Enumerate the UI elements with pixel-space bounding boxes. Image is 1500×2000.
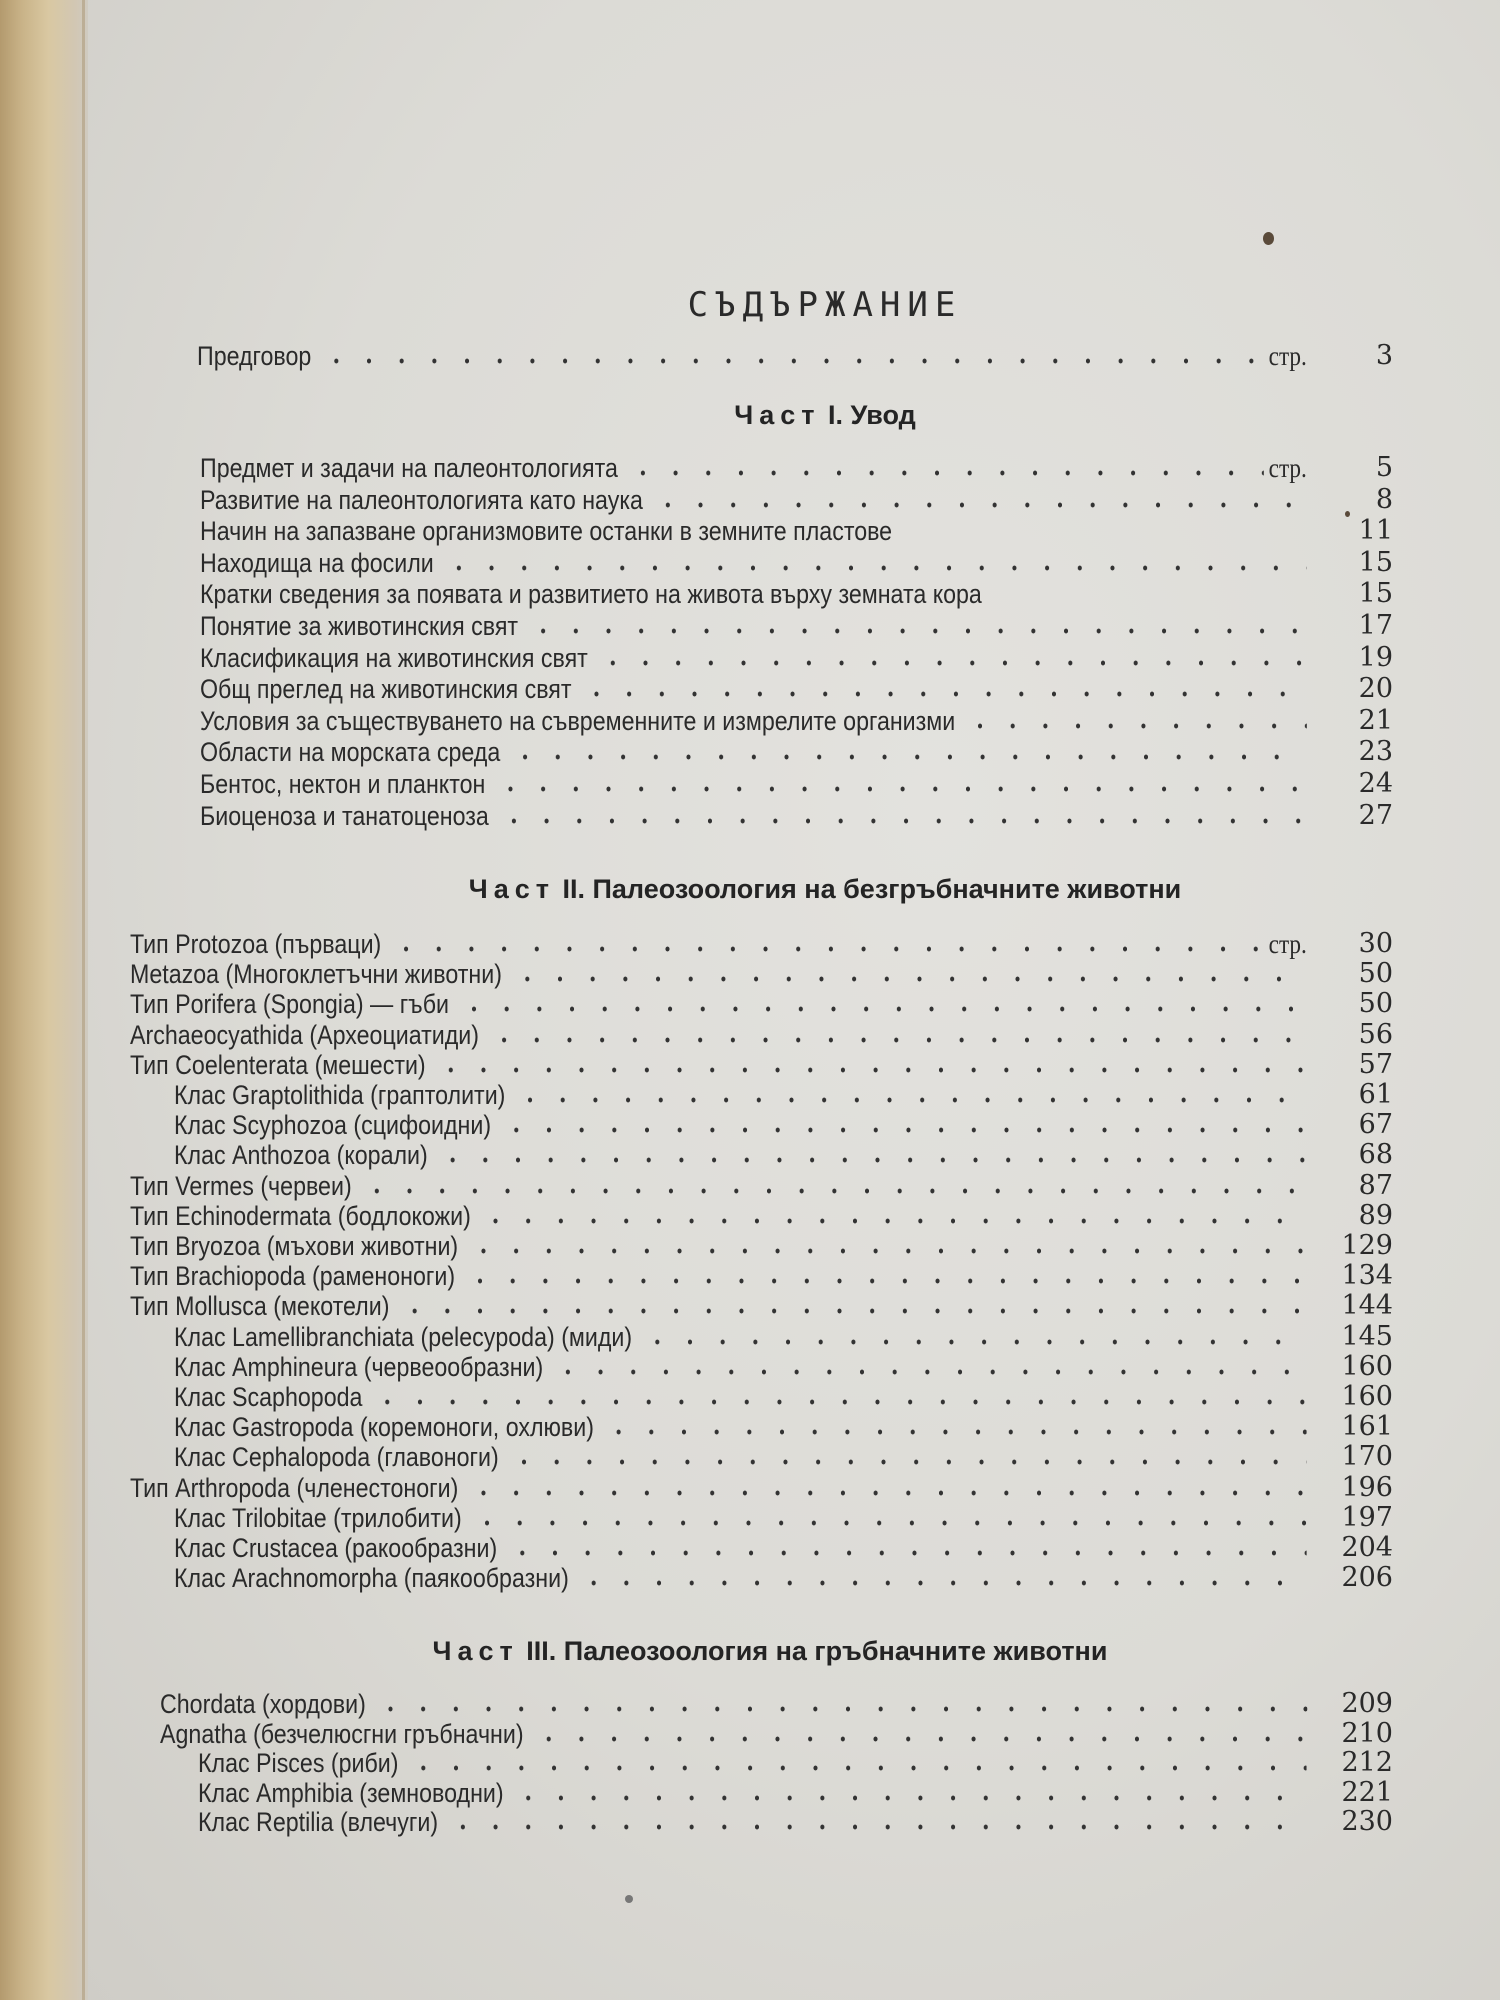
toc-entry[interactable] (174, 1109, 1312, 1141)
dot-leader (320, 357, 1264, 365)
dot-leader (500, 1126, 1307, 1134)
toc-entry-label: Тип Echinodermata (бодлокожи) (130, 1201, 471, 1231)
toc-entry-label: Понятие за животинския свят (200, 611, 519, 641)
toc-page-number: 89 (1358, 1200, 1393, 1231)
dot-leader (511, 975, 1307, 983)
toc-entry[interactable] (174, 1139, 1312, 1171)
toc-page-number: 50 (1358, 958, 1393, 989)
toc-page-number: 15 (1358, 578, 1393, 609)
toc-entry[interactable] (200, 452, 1312, 484)
dot-leader (434, 1066, 1307, 1074)
toc-page-number: 3 (1375, 340, 1393, 371)
toc-entry-label: Клас Scyphozoa (сцифоидни) (174, 1110, 492, 1140)
toc-entry-label: Тип Coelenterata (мешести) (130, 1050, 426, 1080)
toc-entry-label: Клас Anthozoa (корали) (174, 1140, 428, 1170)
part-heading-prefix: Част (432, 1636, 519, 1666)
part-heading-1 (0, 400, 1500, 431)
toc-entry[interactable] (200, 484, 1312, 516)
toc-page-number: 50 (1358, 988, 1393, 1019)
toc-entry-label: Agnatha (безчелюсгни гръбначни) (160, 1719, 524, 1749)
toc-entry-label: Общ преглед на животинския свят (200, 674, 572, 704)
toc-page-number: 210 (1341, 1718, 1393, 1749)
paper-speck (625, 1895, 633, 1903)
toc-entry[interactable] (130, 1170, 1312, 1202)
toc-page-number: 23 (1358, 736, 1393, 767)
toc-entry[interactable] (198, 1806, 1312, 1838)
toc-entry-label: Кратки сведения за появата и развитието на живота върху земната кора (200, 579, 982, 609)
dot-leader (964, 722, 1307, 730)
toc-entry-label: Клас Amphineura (червеообразни) (174, 1352, 544, 1382)
toc-entry[interactable] (174, 1381, 1312, 1413)
toc-page-number: 5 (1375, 452, 1393, 483)
toc-entry-label: Клас Lamellibranchiata (pelecypoda) (миди) (174, 1322, 633, 1352)
dot-leader (436, 1156, 1306, 1164)
toc-page-number: 170 (1341, 1441, 1393, 1472)
toc-entry[interactable] (200, 673, 1312, 705)
dot-leader (442, 564, 1307, 572)
dot-leader (497, 817, 1306, 825)
toc-entry-label: Клас Scaphopoda (174, 1382, 363, 1412)
toc-entry-label: Archaeocyathida (Археоциатиди) (130, 1020, 480, 1050)
dot-leader (507, 1458, 1307, 1466)
toc-entry[interactable] (160, 1718, 1312, 1750)
toc-entry-label: Находища на фосили (200, 548, 434, 578)
dot-leader (360, 1187, 1307, 1195)
toc-entry-label: Тип Arthropoda (членестоноги) (130, 1473, 459, 1503)
dot-leader (506, 1549, 1307, 1557)
dot-leader (652, 501, 1307, 509)
page-abbrev: стр. (1268, 341, 1307, 371)
toc-page-number: 160 (1341, 1381, 1393, 1412)
dot-leader (641, 1338, 1307, 1346)
dot-leader (458, 1005, 1307, 1013)
toc-entry[interactable] (160, 1688, 1312, 1720)
toc-entry-label: Клас Arachnomorpha (паякообразни) (174, 1563, 569, 1593)
toc-entry-label: Chordata (хордови) (160, 1689, 366, 1719)
toc-page-number: 145 (1341, 1321, 1393, 1352)
toc-entry-preface[interactable] (197, 340, 1312, 372)
paper-speck (1263, 232, 1274, 245)
toc-page-number: 21 (1358, 705, 1393, 736)
toc-entry[interactable] (130, 1230, 1312, 1262)
toc-entry-label: Тип Bryozoa (мъхови животни) (130, 1231, 459, 1261)
toc-page-number: 30 (1358, 928, 1393, 959)
toc-entry[interactable] (130, 1472, 1312, 1504)
toc-entry-label: Клас Amphibia (земноводни) (198, 1778, 504, 1808)
toc-entry-label: Тип Protozoa (първаци) (130, 929, 382, 959)
toc-page-number: 230 (1341, 1806, 1393, 1837)
dot-leader (467, 1247, 1307, 1255)
toc-entry[interactable] (130, 1290, 1312, 1322)
dot-leader (494, 785, 1307, 793)
dot-leader (509, 753, 1307, 761)
toc-page-number: 221 (1341, 1777, 1393, 1808)
toc-page-number: 11 (1358, 515, 1393, 546)
toc-page-number: 57 (1358, 1049, 1393, 1080)
toc-entry-label: Тип Brachiopoda (раменоноги) (130, 1261, 456, 1291)
part-heading-prefix: Част (734, 400, 821, 430)
toc-page-number: 24 (1358, 768, 1393, 799)
toc-entry-label: Предговор (197, 341, 312, 371)
toc-page-number: 134 (1341, 1260, 1393, 1291)
dot-leader (603, 1428, 1307, 1436)
toc-entry[interactable] (200, 547, 1312, 579)
toc-entry[interactable] (130, 1049, 1312, 1081)
part-heading-title: I. Увод (820, 400, 916, 430)
toc-page-number: 160 (1341, 1351, 1393, 1382)
toc-entry-label: Тип Vermes (червеи) (130, 1171, 352, 1201)
toc-entry[interactable] (198, 1777, 1312, 1809)
toc-entry-label: Тип Porifera (Spongia) — гъби (130, 989, 449, 1019)
toc-entry-label: Начин на запазване организмовите останки в земните пластове (200, 516, 893, 546)
part-heading-prefix: Част (468, 874, 555, 904)
toc-entry-label: Клас Graptolithida (граптолити) (174, 1080, 506, 1110)
toc-entry-label: Развитие на палеонтологията като наука (200, 485, 643, 515)
dot-leader (464, 1277, 1307, 1285)
dot-leader (514, 1096, 1307, 1104)
toc-entry-label: Клас Pisces (риби) (198, 1748, 399, 1778)
toc-page-number: 197 (1341, 1502, 1393, 1533)
toc-page-number: 206 (1341, 1562, 1393, 1593)
part-heading-title: III. Палеозоология на гръбначните животни (518, 1636, 1108, 1666)
toc-entry-label: Клас Reptilia (влечуги) (198, 1807, 439, 1837)
toc-page-number: 56 (1358, 1019, 1393, 1050)
toc-entry-label: Тип Mollusca (мекотели) (130, 1291, 390, 1321)
toc-entry[interactable] (200, 515, 1312, 547)
part-heading-2 (0, 874, 1500, 905)
toc-entry[interactable] (174, 1411, 1312, 1443)
toc-entry-label: Условия за съществуването на съвременните и измрелите организми (200, 706, 956, 736)
toc-entry[interactable] (200, 736, 1312, 768)
toc-entry-label: Клас Trilobitae (трилобити) (174, 1503, 462, 1533)
toc-entry[interactable] (174, 1079, 1312, 1111)
toc-page-number: 67 (1358, 1109, 1393, 1140)
dot-leader (488, 1036, 1307, 1044)
part-heading-3 (0, 1636, 1500, 1667)
toc-entry-label: Предмет и задачи на палеонтологията (200, 453, 618, 483)
toc-page-number: 129 (1341, 1230, 1393, 1261)
toc-entry[interactable] (174, 1321, 1312, 1353)
toc-entry-label: Класификация на животинския свят (200, 643, 588, 673)
toc-page-number: 61 (1358, 1079, 1393, 1110)
dot-leader (374, 1705, 1306, 1713)
toc-page-number: 20 (1358, 673, 1393, 704)
dot-leader (398, 1307, 1307, 1315)
toc-entry-label: Клас Gastropoda (коремоноги, охлюви) (174, 1412, 594, 1442)
toc-page-number: 161 (1341, 1411, 1393, 1442)
toc-page-number: 196 (1341, 1472, 1393, 1503)
toc-entry[interactable] (130, 1260, 1312, 1292)
dot-leader (470, 1519, 1307, 1527)
toc-entry[interactable] (174, 1532, 1312, 1564)
toc-entry[interactable] (200, 705, 1312, 737)
dot-leader (447, 1823, 1307, 1831)
toc-page-number: 87 (1358, 1170, 1393, 1201)
toc-page-number: 8 (1375, 484, 1393, 515)
toc-page-number: 17 (1358, 610, 1393, 641)
dot-leader (512, 1794, 1307, 1802)
dot-leader (580, 690, 1307, 698)
toc-page-number: 212 (1341, 1747, 1393, 1778)
toc-page-number: 204 (1341, 1532, 1393, 1563)
dot-leader (467, 1489, 1307, 1497)
toc-entry[interactable] (200, 768, 1312, 800)
toc-entry-label: Бентос, нектон и планктон (200, 769, 486, 799)
dot-leader (527, 627, 1307, 635)
toc-entry-label: Metazoa (Многоклетъчни животни) (130, 959, 502, 989)
part-heading-title: II. Палеозоология на безгръбначните животни (554, 874, 1182, 904)
toc-page-number: 68 (1358, 1139, 1393, 1170)
dot-leader (577, 1579, 1306, 1587)
toc-page-number: 209 (1341, 1688, 1393, 1719)
toc-entry[interactable] (174, 1441, 1312, 1473)
toc-entry[interactable] (130, 1019, 1312, 1051)
toc-entry[interactable] (200, 578, 1312, 610)
dot-leader (626, 469, 1263, 477)
toc-page-number: 15 (1358, 547, 1393, 578)
toc-entry[interactable] (130, 988, 1312, 1020)
page-abbrev: стр. (1268, 453, 1307, 483)
toc-entry[interactable] (130, 958, 1312, 990)
toc-page-number: 144 (1341, 1290, 1393, 1321)
toc-entry-label: Клас Crustacea (ракообразни) (174, 1533, 498, 1563)
toc-entry[interactable] (130, 928, 1312, 960)
toc-entry[interactable] (174, 1351, 1312, 1383)
toc-entry[interactable] (130, 1200, 1312, 1232)
toc-entry[interactable] (200, 800, 1312, 832)
toc-entry[interactable] (200, 610, 1312, 642)
dot-leader (407, 1764, 1307, 1772)
toc-entry[interactable] (174, 1502, 1312, 1534)
dot-leader (552, 1368, 1307, 1376)
dot-leader (479, 1217, 1306, 1225)
toc-page-number: 27 (1358, 800, 1393, 831)
dot-leader (371, 1398, 1307, 1406)
toc-entry[interactable] (198, 1747, 1312, 1779)
toc-entry-label: Области на морската среда (200, 737, 501, 767)
dot-leader (596, 659, 1306, 667)
toc-title: СЪДЪРЖАНИЕ (687, 284, 963, 325)
toc-entry[interactable] (174, 1562, 1312, 1594)
toc-page-number: 19 (1358, 642, 1393, 673)
toc-entry[interactable] (200, 642, 1312, 674)
dot-leader (390, 945, 1264, 953)
dot-leader (532, 1735, 1307, 1743)
toc-entry-label: Клас Cephalopoda (главоноги) (174, 1442, 499, 1472)
page-abbrev: стр. (1268, 929, 1307, 959)
toc-entry-label: Биоценоза и танатоценоза (200, 801, 489, 831)
